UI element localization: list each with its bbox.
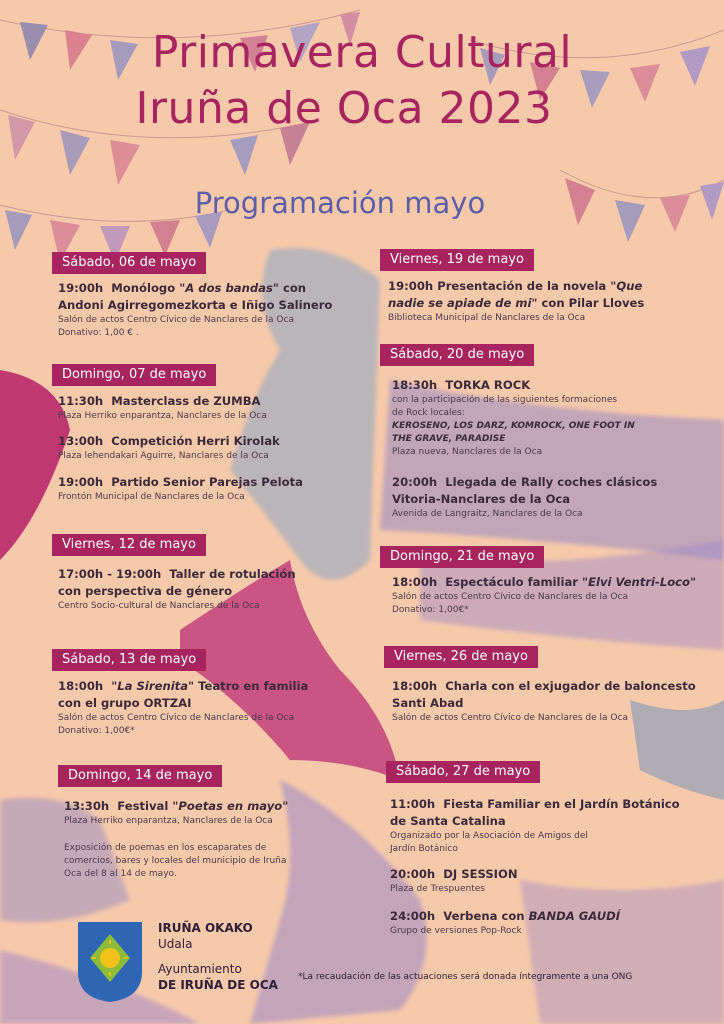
event-title-italic: "Poetas en mayo"	[172, 799, 289, 813]
event-item	[58, 678, 358, 738]
event-description: de Rock locales:	[392, 408, 465, 418]
date-badge: Sábado, 20 de mayo	[380, 344, 534, 366]
date-badge: Sábado, 13 de mayo	[52, 649, 206, 671]
event-title: Festival	[117, 799, 173, 813]
event-venue: Plaza de Trespuentes	[390, 884, 485, 894]
day-block-right-0	[380, 248, 534, 271]
event-time: 20:00h	[392, 475, 438, 489]
event-time: 11:00h	[390, 797, 436, 811]
event-item	[390, 866, 710, 896]
event-title: Fiesta Familiar en el Jardín Botánico	[443, 797, 680, 811]
event-item	[392, 474, 712, 521]
event-title-line2: de Santa Catalina	[390, 814, 506, 828]
day-block-left-1	[52, 363, 216, 386]
exhibition-note	[64, 842, 354, 881]
event-title: Monólogo	[111, 281, 180, 295]
event-item	[58, 433, 358, 463]
event-title: Teatro en familia	[194, 679, 309, 693]
org-name-basque-sub: Udala	[158, 937, 193, 951]
event-title-italic: "Elvi Ventri-Loco"	[582, 575, 697, 589]
event-title-line2: con el grupo ORTZAI	[58, 696, 192, 710]
event-time: 24:00h	[390, 909, 436, 923]
event-title: Competición Herri Kirolak	[111, 434, 280, 448]
event-venue: Salón de actos Centro Cívico de Nanclares de la Oca	[392, 713, 628, 723]
event-description: con la participación de las siguientes formaciones	[392, 395, 618, 405]
event-item	[58, 393, 358, 423]
event-time: 13:00h	[58, 434, 104, 448]
day-block-right-3	[384, 645, 538, 668]
band-list: KEROSENO, LOS DARZ, KOMROCK, ONE FOOT IN	[392, 421, 635, 431]
day-block-left-4	[58, 764, 222, 787]
event-title-line2: con perspectiva de género	[58, 584, 233, 598]
org-name-spanish: Ayuntamiento	[158, 962, 242, 976]
event-title: Presentación de la novela	[437, 279, 611, 293]
day-block-right-1	[380, 343, 534, 366]
event-time: 18:30h	[392, 378, 438, 392]
title-line-2: Iruña de Oca 2023	[135, 83, 553, 134]
date-badge: Viernes, 26 de mayo	[384, 646, 538, 668]
title-line-1: Primavera Cultural	[151, 27, 573, 78]
event-venue: Salón de actos Centro Cívico de Nanclares de la Oca	[58, 713, 294, 723]
event-item	[392, 678, 712, 725]
date-badge: Viernes, 19 de mayo	[380, 249, 534, 271]
event-venue: Plaza nueva, Nanclares de la Oca	[392, 447, 543, 457]
event-title-line2: Santi Abad	[392, 696, 464, 710]
exhibition-line: comercios, bares y locales del municipio de Iruña	[64, 856, 287, 866]
event-title-suffix: con	[278, 281, 307, 295]
date-badge: Domingo, 21 de mayo	[380, 546, 544, 568]
day-block-left-0	[52, 251, 206, 274]
event-item	[58, 474, 358, 504]
event-time: 19:00h	[58, 475, 104, 489]
event-description: Jardín Botánico	[390, 844, 458, 854]
event-venue: Plaza Herriko enparantza, Nanclares de la Oca	[58, 411, 267, 421]
event-time: 17:00h - 19:00h	[58, 567, 162, 581]
event-item	[58, 566, 358, 613]
event-venue: Biblioteca Municipal de Nanclares de la Oca	[388, 313, 586, 323]
event-time: 11:30h	[58, 394, 104, 408]
event-title-line2: Andoni Agirregomezkorta e Iñigo Salinero	[58, 298, 333, 312]
event-time: 20:00h	[390, 867, 436, 881]
event-title: Taller de rotulación	[169, 567, 296, 581]
event-venue: Plaza lehendakari Aguirre, Nanclares de la Oca	[58, 451, 269, 461]
event-title-line2: con Pilar Lloves	[537, 296, 645, 310]
date-badge: Viernes, 12 de mayo	[52, 534, 206, 556]
date-badge: Domingo, 07 de mayo	[52, 364, 216, 386]
event-item	[64, 798, 364, 828]
date-badge: Sábado, 27 de mayo	[386, 761, 540, 783]
event-time: 19:00h	[58, 281, 104, 295]
event-title: Llegada de Rally coches clásicos	[445, 475, 658, 489]
event-title: Verbena con	[443, 909, 529, 923]
day-block-right-4	[386, 760, 540, 783]
event-item	[388, 278, 708, 325]
event-time: 19:00h	[388, 279, 434, 293]
event-title-italic: nadie se apiade de mi"	[388, 296, 538, 310]
exhibition-line: Exposición de poemas en los escaparates de	[64, 843, 267, 853]
event-title: Espectáculo familiar	[445, 575, 583, 589]
event-title: Partido Senior Parejas Pelota	[111, 475, 303, 489]
event-description: Organizado por la Asociación de Amigos del	[390, 831, 588, 841]
event-venue: Salón de actos Centro Cívico de Nanclares de la Oca	[392, 592, 628, 602]
event-time: 18:00h	[58, 679, 104, 693]
event-title-italic: BANDA GAUDÍ	[528, 909, 621, 923]
subtitle: Programación mayo	[194, 186, 486, 220]
date-badge: Domingo, 14 de mayo	[58, 765, 222, 787]
event-title: TORKA ROCK	[445, 378, 531, 392]
event-time: 18:00h	[392, 575, 438, 589]
event-title: DJ SESSION	[443, 867, 518, 881]
event-item	[392, 377, 712, 459]
event-venue: Frontón Municipal de Nanclares de la Oca	[58, 492, 245, 502]
event-venue: Salón de actos Centro Cívico de Nanclares de la Oca	[58, 315, 294, 325]
event-venue: Plaza Herriko enparantza, Nanclares de la Oca	[64, 816, 273, 826]
event-venue: Avenida de Langraitz, Nanclares de la Oca	[392, 509, 583, 519]
event-item	[390, 796, 710, 856]
event-title: Masterclass de ZUMBA	[111, 394, 261, 408]
event-title-italic: "A dos bandas"	[179, 281, 279, 295]
event-item	[392, 574, 712, 617]
event-donation: Donativo: 1,00€*	[58, 726, 135, 736]
donation-note: *La recaudación de las actuaciones será donada íntegramente a una ONG	[298, 972, 633, 982]
day-block-left-3	[52, 648, 206, 671]
org-name-basque: IRUÑA OKAKO	[158, 921, 253, 935]
day-block-right-2	[380, 545, 544, 568]
event-donation: Donativo: 1,00 € .	[58, 328, 139, 338]
event-venue: Centro Socio-cultural de Nanclares de la Oca	[58, 601, 260, 611]
date-badge: Sábado, 06 de mayo	[52, 252, 206, 274]
event-time: 13:30h	[64, 799, 110, 813]
event-title-line2: Vitoria-Nanclares de la Oca	[392, 492, 571, 506]
municipal-shield-icon	[76, 920, 144, 1004]
event-time: 18:00h	[392, 679, 438, 693]
org-name-spanish-sub: DE IRUÑA DE OCA	[158, 978, 278, 992]
event-description: Grupo de versiones Pop-Rock	[390, 926, 522, 936]
event-title: Charla con el exjugador de baloncesto	[445, 679, 696, 693]
event-item	[58, 280, 358, 340]
day-block-left-2	[52, 533, 206, 556]
band-list: THE GRAVE, PARADISE	[392, 434, 506, 444]
event-title-italic: "La Sirenita"	[111, 679, 195, 693]
event-donation: Donativo: 1,00€*	[392, 605, 469, 615]
event-item	[390, 908, 710, 938]
event-title-italic: "Que	[610, 279, 643, 293]
exhibition-line: Oca del 8 al 14 de mayo.	[64, 869, 177, 879]
